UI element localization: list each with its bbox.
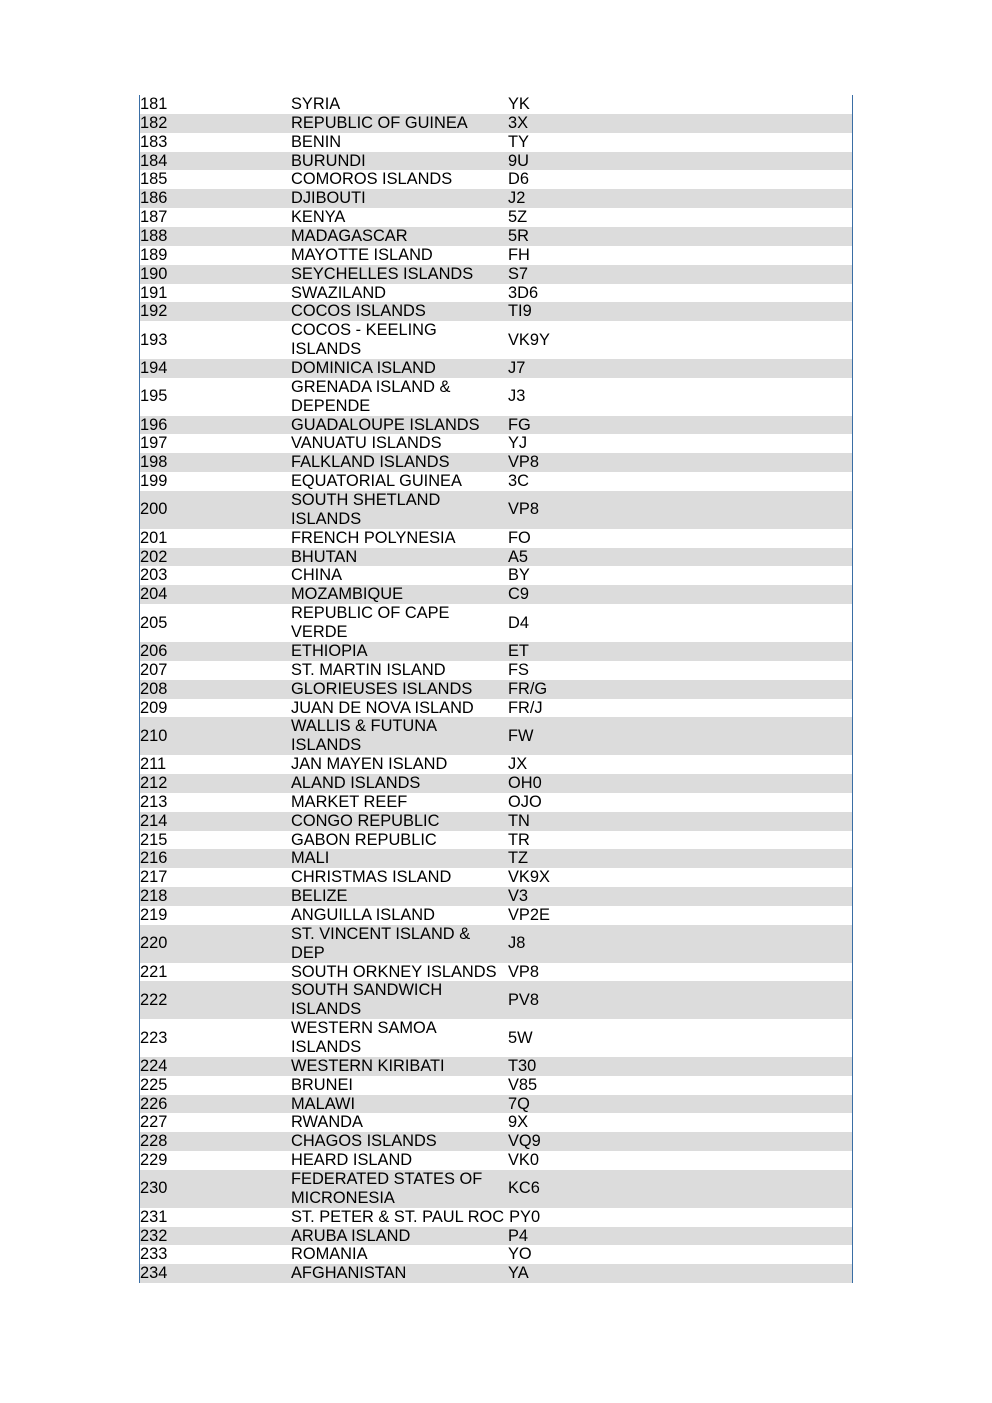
table-row xyxy=(140,95,852,114)
callsign-prefix: J2 xyxy=(508,189,526,208)
table-row xyxy=(140,208,852,227)
country-name: SYRIA xyxy=(291,95,341,113)
country-name: MADAGASCAR xyxy=(291,227,408,246)
row-number: 189 xyxy=(140,245,168,264)
row-number: 210 xyxy=(140,726,168,745)
row-number: 213 xyxy=(140,792,168,811)
country-name: ALAND ISLANDS xyxy=(291,773,421,792)
callsign-prefix: V3 xyxy=(508,887,529,906)
callsign-prefix: OJO xyxy=(508,792,542,811)
table-row xyxy=(140,1227,852,1246)
callsign-prefix: C9 xyxy=(508,585,529,604)
callsign-prefix: D4 xyxy=(508,613,529,632)
table-row xyxy=(140,680,852,699)
callsign-prefix: 9U xyxy=(508,151,529,170)
table-row xyxy=(140,1076,852,1095)
table-row xyxy=(140,566,852,585)
table-row xyxy=(140,321,852,359)
callsign-prefix: YJ xyxy=(508,434,528,453)
country-name: HEARD ISLAND xyxy=(291,1151,413,1170)
country-name: MALI xyxy=(291,849,330,868)
row-number: 200 xyxy=(140,500,168,519)
table-row xyxy=(140,755,852,774)
row-number: 195 xyxy=(140,387,168,406)
row-number: 225 xyxy=(140,1075,168,1094)
country-name: DOMINICA ISLAND xyxy=(291,359,436,378)
row-number: 215 xyxy=(140,830,168,849)
table-row xyxy=(140,265,852,284)
row-number: 232 xyxy=(140,1226,168,1245)
country-name: GABON REPUBLIC xyxy=(291,830,437,849)
table-row xyxy=(140,717,852,755)
country-name: ST. PETER & ST. PAUL ROC xyxy=(291,1207,505,1226)
country-name: BELIZE xyxy=(291,887,348,906)
row-number: 222 xyxy=(140,990,168,1009)
callsign-prefix: 3C xyxy=(508,472,529,491)
country-name: VANUATU ISLANDS xyxy=(291,434,442,453)
table-row xyxy=(140,359,852,378)
country-name: ST. VINCENT ISLAND & DEP xyxy=(291,924,471,962)
callsign-prefix: FR/G xyxy=(508,679,548,698)
callsign-prefix: VP8 xyxy=(508,453,539,472)
table-row xyxy=(140,302,852,321)
table-row xyxy=(140,604,852,642)
callsign-prefix: TN xyxy=(508,811,530,830)
country-name: WALLIS & FUTUNA ISLANDS xyxy=(291,717,437,755)
row-number: 199 xyxy=(140,472,168,491)
callsign-prefix: PV8 xyxy=(508,990,539,1009)
table-row xyxy=(140,453,852,472)
row-number: 211 xyxy=(140,755,167,774)
callsign-prefix: 9X xyxy=(508,1113,529,1132)
callsign-prefix: P4 xyxy=(508,1226,529,1245)
table-row xyxy=(140,472,852,491)
table-row xyxy=(140,1019,852,1057)
row-number: 234 xyxy=(140,1264,168,1283)
callsign-prefix: KC6 xyxy=(508,1179,540,1198)
callsign-prefix: VP8 xyxy=(508,500,539,519)
row-number: 230 xyxy=(140,1179,168,1198)
callsign-prefix: YO xyxy=(508,1245,532,1264)
table-row xyxy=(140,906,852,925)
callsign-prefix: 5Z xyxy=(508,208,528,227)
table-row xyxy=(140,868,852,887)
row-number: 206 xyxy=(140,641,168,660)
callsign-prefix: V85 xyxy=(508,1075,538,1094)
callsign-prefix: A5 xyxy=(508,547,529,566)
row-number: 203 xyxy=(140,566,168,585)
callsign-prefix: VP8 xyxy=(508,962,539,981)
country-name: CONGO REPUBLIC xyxy=(291,811,440,830)
country-name: JAN MAYEN ISLAND xyxy=(291,755,448,774)
callsign-prefix: TI9 xyxy=(508,302,532,321)
table-row xyxy=(140,529,852,548)
callsign-prefix: D6 xyxy=(508,170,529,189)
country-name: ST. MARTIN ISLAND xyxy=(291,660,446,679)
table-row xyxy=(140,849,852,868)
country-name: BURUNDI xyxy=(291,151,366,170)
country-name: CHRISTMAS ISLAND xyxy=(291,868,452,887)
country-name: RWANDA xyxy=(291,1113,363,1132)
country-name: GUADALOUPE ISLANDS xyxy=(291,415,480,434)
country-name: FRENCH POLYNESIA xyxy=(291,528,456,547)
row-number: 194 xyxy=(140,359,168,378)
table-row xyxy=(140,170,852,189)
country-name: ARUBA ISLAND xyxy=(291,1226,411,1245)
country-name: REPUBLIC OF GUINEA xyxy=(291,113,468,132)
country-name: REPUBLIC OF CAPE VERDE xyxy=(291,604,450,642)
callsign-prefix: VK0 xyxy=(508,1151,539,1170)
table-row xyxy=(140,812,852,831)
country-name: DJIBOUTI xyxy=(291,189,366,208)
callsign-prefix: BY xyxy=(508,566,530,585)
table-row xyxy=(140,491,852,529)
table-row xyxy=(140,831,852,850)
table-row xyxy=(140,1151,852,1170)
row-number: 227 xyxy=(140,1113,168,1132)
row-number: 181 xyxy=(140,95,168,113)
country-name: BHUTAN xyxy=(291,547,358,566)
callsign-prefix: TY xyxy=(508,132,529,151)
table-row xyxy=(140,585,852,604)
country-name: SOUTH ORKNEY ISLANDS xyxy=(291,962,497,981)
table-row xyxy=(140,925,852,963)
callsign-prefix: ET xyxy=(508,641,529,660)
row-number: 196 xyxy=(140,415,168,434)
row-number: 214 xyxy=(140,811,168,830)
country-name: COMOROS ISLANDS xyxy=(291,170,453,189)
table-row xyxy=(140,416,852,435)
country-name: ROMANIA xyxy=(291,1245,368,1264)
country-name: SOUTH SANDWICH ISLANDS xyxy=(291,981,443,1019)
callsign-prefix: YK xyxy=(508,95,530,113)
callsign-prefix: YA xyxy=(508,1264,529,1283)
table-row xyxy=(140,1113,852,1132)
callsign-prefix: PY0 xyxy=(509,1207,541,1226)
table-row xyxy=(140,378,852,416)
callsign-prefix: FG xyxy=(508,415,531,434)
table-row xyxy=(140,887,852,906)
callsign-prefix: T30 xyxy=(508,1056,537,1075)
country-name: COCOS - KEELING ISLANDS xyxy=(291,321,437,359)
country-name: ANGUILLA ISLAND xyxy=(291,905,435,924)
country-name: GLORIEUSES ISLANDS xyxy=(291,679,473,698)
row-number: 223 xyxy=(140,1028,168,1047)
table-row xyxy=(140,1245,852,1264)
table-row xyxy=(140,642,852,661)
callsign-prefix: 5R xyxy=(508,227,529,246)
country-name: MAYOTTE ISLAND xyxy=(291,245,433,264)
table-row xyxy=(140,227,852,246)
callsign-prefix: FR/J xyxy=(508,698,543,717)
country-name: ETHIOPIA xyxy=(291,641,368,660)
country-name: JUAN DE NOVA ISLAND xyxy=(291,698,474,717)
row-number: 190 xyxy=(140,264,168,283)
country-name: KENYA xyxy=(291,208,346,227)
callsign-prefix: FH xyxy=(508,245,530,264)
country-name: GRENADA ISLAND & DEPENDE xyxy=(291,377,451,415)
country-prefix-table xyxy=(139,95,853,1283)
callsign-prefix: JX xyxy=(508,755,528,774)
country-name: BRUNEI xyxy=(291,1075,353,1094)
callsign-prefix: VQ9 xyxy=(508,1132,541,1151)
table-row xyxy=(140,1170,852,1208)
row-number: 193 xyxy=(140,330,168,349)
row-number: 226 xyxy=(140,1094,168,1113)
row-number: 220 xyxy=(140,934,168,953)
row-number: 228 xyxy=(140,1132,168,1151)
callsign-prefix: 3X xyxy=(508,113,529,132)
country-name: CHINA xyxy=(291,566,342,585)
table-row xyxy=(140,981,852,1019)
row-number: 204 xyxy=(140,585,168,604)
table-row xyxy=(140,133,852,152)
table-row xyxy=(140,699,852,718)
table-row xyxy=(140,284,852,303)
row-number: 207 xyxy=(140,660,168,679)
row-number: 221 xyxy=(140,962,168,981)
country-name: SWAZILAND xyxy=(291,283,387,302)
row-number: 233 xyxy=(140,1245,168,1264)
callsign-prefix: VK9Y xyxy=(508,330,550,349)
table-row xyxy=(140,1095,852,1114)
callsign-prefix: 7Q xyxy=(508,1094,530,1113)
country-name: WESTERN KIRIBATI xyxy=(291,1056,445,1075)
callsign-prefix: VK9X xyxy=(508,868,550,887)
table-row xyxy=(140,1057,852,1076)
country-name: FEDERATED STATES OF MICRONESIA xyxy=(291,1169,483,1207)
table-row xyxy=(140,548,852,567)
row-number: 218 xyxy=(140,887,168,906)
row-number: 202 xyxy=(140,547,168,566)
country-name: WESTERN SAMOA ISLANDS xyxy=(291,1019,436,1056)
row-number: 191 xyxy=(140,283,168,302)
row-number: 229 xyxy=(140,1151,168,1170)
row-number: 188 xyxy=(140,227,168,246)
table-row xyxy=(140,114,852,133)
country-name: CHAGOS ISLANDS xyxy=(291,1132,437,1151)
callsign-prefix: 3D6 xyxy=(508,283,539,302)
row-number: 192 xyxy=(140,302,168,321)
table-row xyxy=(140,246,852,265)
row-number: 187 xyxy=(140,208,168,227)
row-number: 197 xyxy=(140,434,168,453)
country-name: SEYCHELLES ISLANDS xyxy=(291,264,474,283)
callsign-prefix: TZ xyxy=(508,849,529,868)
country-name: MALAWI xyxy=(291,1094,356,1113)
table-row xyxy=(140,793,852,812)
row-number: 224 xyxy=(140,1056,168,1075)
callsign-prefix: J8 xyxy=(508,934,526,953)
row-number: 231 xyxy=(140,1207,168,1226)
row-number: 208 xyxy=(140,679,168,698)
row-number: 205 xyxy=(140,613,168,632)
table-row xyxy=(140,189,852,208)
callsign-prefix: VP2E xyxy=(508,905,550,924)
country-name: FALKLAND ISLANDS xyxy=(291,453,450,472)
country-name: MARKET REEF xyxy=(291,792,408,811)
row-number: 209 xyxy=(140,698,168,717)
country-name: EQUATORIAL GUINEA xyxy=(291,472,462,491)
table-row xyxy=(140,1132,852,1151)
row-number: 185 xyxy=(140,170,168,189)
row-number: 198 xyxy=(140,453,168,472)
table-row xyxy=(140,661,852,680)
callsign-prefix: J3 xyxy=(508,387,526,406)
row-number: 219 xyxy=(140,905,168,924)
table-row xyxy=(140,963,852,982)
callsign-prefix: OH0 xyxy=(508,773,542,792)
callsign-prefix: J7 xyxy=(508,359,526,378)
country-name: SOUTH SHETLAND ISLANDS xyxy=(291,491,441,528)
table-row xyxy=(140,152,852,171)
row-number: 217 xyxy=(140,868,168,887)
country-name: COCOS ISLANDS xyxy=(291,302,426,321)
country-name: MOZAMBIQUE xyxy=(291,585,404,604)
row-number: 216 xyxy=(140,849,168,868)
callsign-prefix: TR xyxy=(508,830,530,849)
row-number: 183 xyxy=(140,132,168,151)
callsign-prefix: S7 xyxy=(508,264,529,283)
table-row xyxy=(140,1208,852,1227)
country-name: BENIN xyxy=(291,132,342,151)
row-number: 184 xyxy=(140,151,168,170)
callsign-prefix: FW xyxy=(508,726,534,745)
table-row xyxy=(140,434,852,453)
row-number: 212 xyxy=(140,773,168,792)
row-number: 182 xyxy=(140,113,168,132)
table-row xyxy=(140,774,852,793)
table-row xyxy=(140,1264,852,1283)
callsign-prefix: FS xyxy=(508,660,529,679)
row-number: 201 xyxy=(140,528,168,547)
row-number: 186 xyxy=(140,189,168,208)
callsign-prefix: FO xyxy=(508,528,531,547)
country-name: AFGHANISTAN xyxy=(291,1264,407,1283)
callsign-prefix: 5W xyxy=(508,1028,533,1047)
